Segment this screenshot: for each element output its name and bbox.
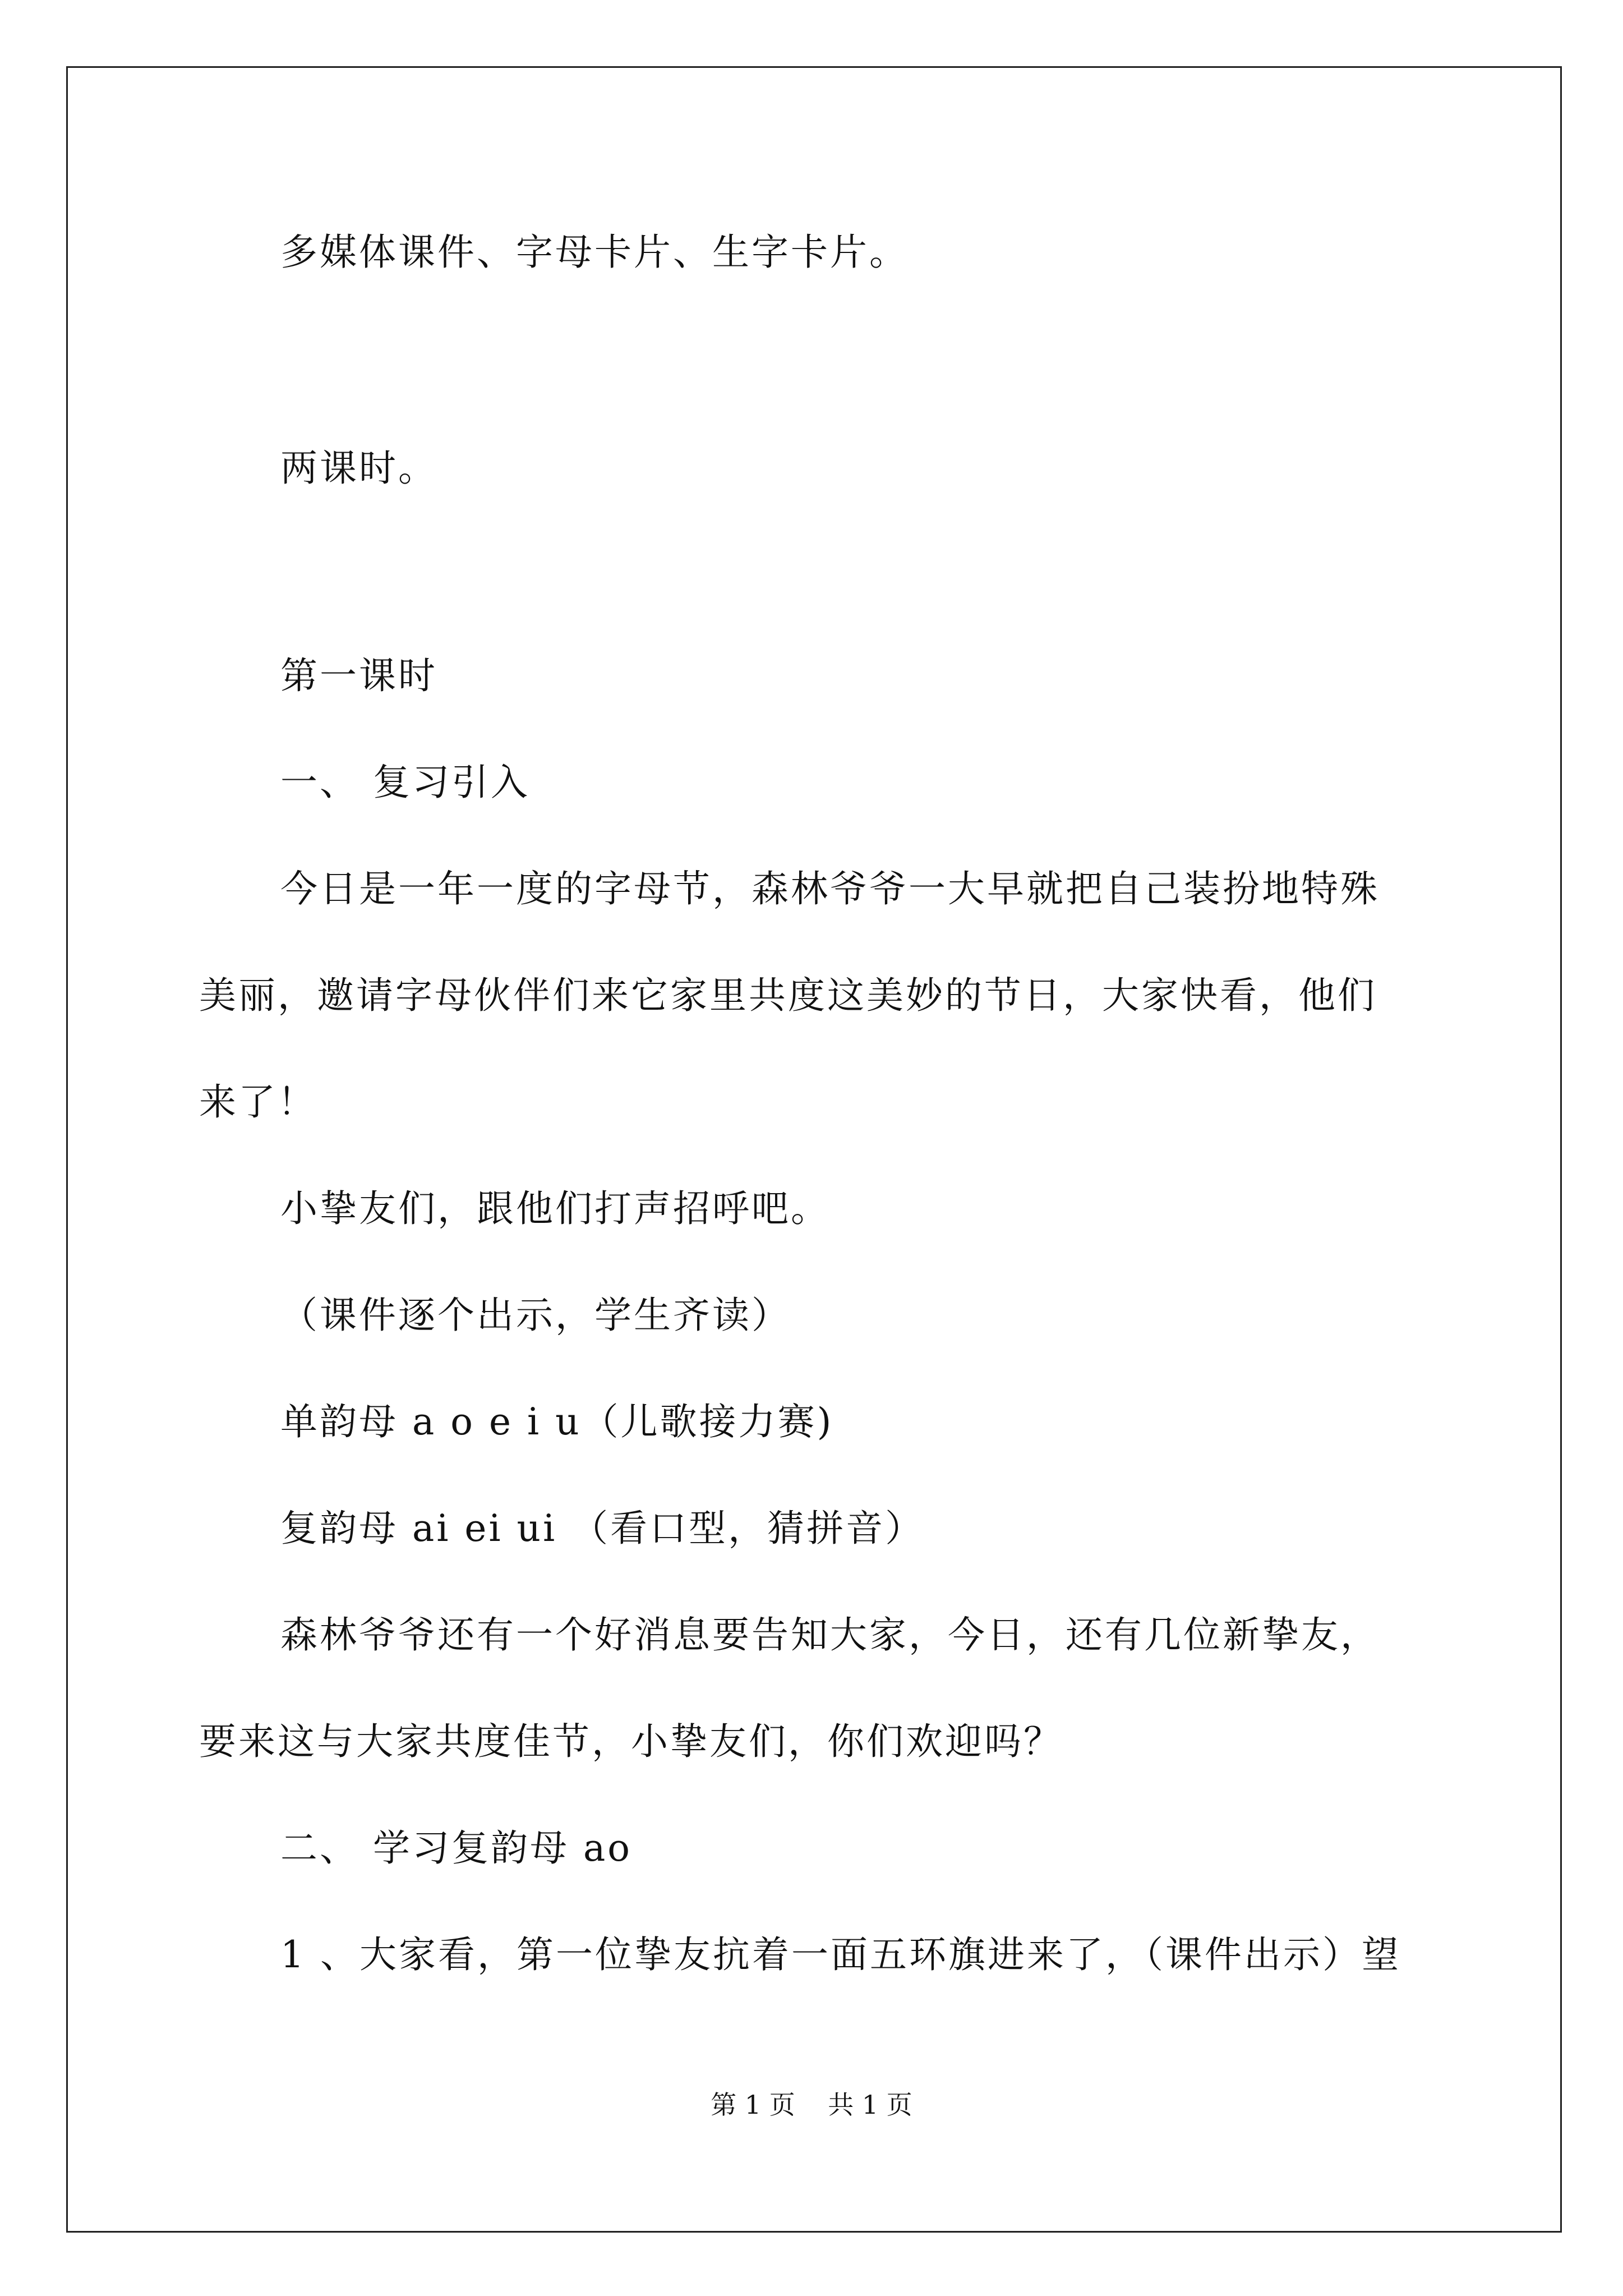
text-line: 多媒体课件、字母卡片、生字卡片。 [280,231,909,274]
section-heading: 一、 复习引入 [280,761,530,804]
text-line: 单韵母 a o e i u（儿歌接力赛) [280,1400,834,1443]
text-line: 1 、大家看，第一位挚友抗着一面五环旗进来了，（课件出示）望 [280,1933,1401,1976]
page-footer: 第 1 页 共 1 页 [711,2090,912,2120]
text-line: 要来这与大家共度佳节，小挚友们，你们欢迎吗？ [199,1720,1063,1763]
page-border [66,66,1562,2233]
text-line: 两课时。 [280,447,437,490]
section-heading: 二、 学习复韵母 ao [280,1826,633,1870]
text-line: 今日是一年一度的字母节，森林爷爷一大早就把自己装扮地特殊 [280,867,1380,910]
text-line: 森林爷爷还有一个好消息要告知大家，今日，还有几位新挚友， [280,1613,1380,1657]
text-line: 来了！ [199,1080,317,1124]
text-line: （课件逐个出示，学生齐读） [280,1294,791,1337]
text-line: 小挚友们，跟他们打声招呼吧。 [280,1187,830,1230]
text-line: 美丽，邀请字母伙伴们来它家里共度这美妙的节日，大家快看，他们 [199,974,1377,1017]
text-line: 复韵母 ai ei ui （看口型，猜拼音） [280,1507,925,1550]
section-title: 第一课时 [280,654,437,697]
